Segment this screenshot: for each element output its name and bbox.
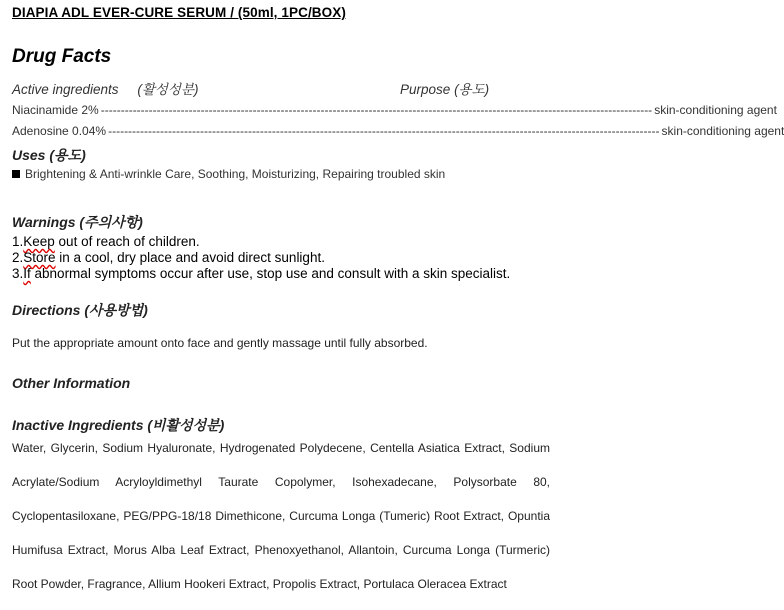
warning-text: out of reach of children.	[54, 234, 200, 249]
inactive-ingredients-list	[12, 440, 550, 610]
active-ingredients-label-kr: (활성성분)	[137, 82, 199, 97]
active-ingredients-header	[12, 78, 198, 98]
warning-number: 3.	[12, 266, 24, 281]
uses-text: Brightening & Anti-wrinkle Care, Soothing, Moisturizing, Repairing troubled skin	[25, 167, 446, 181]
other-information-heading: Other Information	[12, 375, 131, 391]
active-ingredient-row	[12, 103, 777, 117]
square-bullet-icon	[12, 170, 20, 178]
directions-heading: Directions (사용방법)	[12, 302, 148, 318]
warning-text: abnormal symptoms occur after use, stop use and consult with a skin specialist.	[30, 266, 511, 281]
drug-facts-heading: Drug Facts	[12, 46, 112, 67]
purpose-label: Purpose	[400, 82, 451, 97]
inactive-ingredients-line: Root Powder, Fragrance, Allium Hookeri Extract, Propolis Extract, Portulaca Oleracea Extract	[12, 577, 507, 591]
leader-dashes: ------------------------------------------------------------------------------------------------------------------------------------------	[100, 103, 653, 117]
warning-item	[12, 266, 510, 281]
warning-text: in a cool, dry place and avoid direct sunlight.	[55, 250, 325, 265]
active-ingredients-label: Active ingredients	[12, 82, 119, 97]
purpose-label-kr: (용도)	[454, 82, 490, 97]
inactive-ingredients-heading: Inactive Ingredients (비활성성분)	[12, 417, 225, 433]
inactive-ingredients-line: Acrylate/Sodium Acryloyldimethyl Taurate Copolymer, Isohexadecane, Polysorbate 80,	[12, 475, 550, 489]
active-ingredient-purpose: skin-conditioning agent	[654, 103, 777, 117]
inactive-ingredients-line: Cyclopentasiloxane, PEG/PPG-18/18 Dimethicone, Curcuma Longa (Tumeric) Root Extract, Opuntia	[12, 509, 550, 523]
uses-heading: Uses (용도)	[12, 147, 86, 163]
warning-item	[12, 250, 325, 265]
purpose-header	[400, 78, 489, 98]
inactive-ingredients-line: Water, Glycerin, Sodium Hyaluronate, Hydrogenated Polydecene, Centella Asiatica Extract, Sodium	[12, 441, 550, 455]
warning-item	[12, 234, 200, 249]
active-ingredient-purpose: skin-conditioning agent	[661, 124, 784, 138]
warning-number: 2.	[12, 250, 24, 265]
warnings-heading: Warnings (주의사항)	[12, 214, 143, 230]
directions-text: Put the appropriate amount onto face and gently massage until fully absorbed.	[12, 336, 428, 350]
product-title: DIAPIA ADL EVER-CURE SERUM / (50ml, 1PC/BOX)	[12, 5, 346, 20]
warning-number: 1.	[12, 234, 24, 249]
warning-lead: Keep	[23, 234, 55, 249]
leader-dashes: ------------------------------------------------------------------------------------------------------------------------------------------	[108, 124, 660, 138]
warning-lead: If	[23, 266, 31, 281]
active-ingredient-name: Adenosine 0.04%	[12, 124, 107, 138]
warning-lead: Store	[23, 250, 56, 265]
inactive-ingredients-line: Humifusa Extract, Morus Alba Leaf Extract, Phenoxyethanol, Allantoin, Curcuma Longa (Turmeric)	[12, 543, 550, 557]
active-ingredient-row	[12, 124, 784, 138]
uses-line	[12, 167, 445, 181]
active-ingredient-name: Niacinamide 2%	[12, 103, 99, 117]
